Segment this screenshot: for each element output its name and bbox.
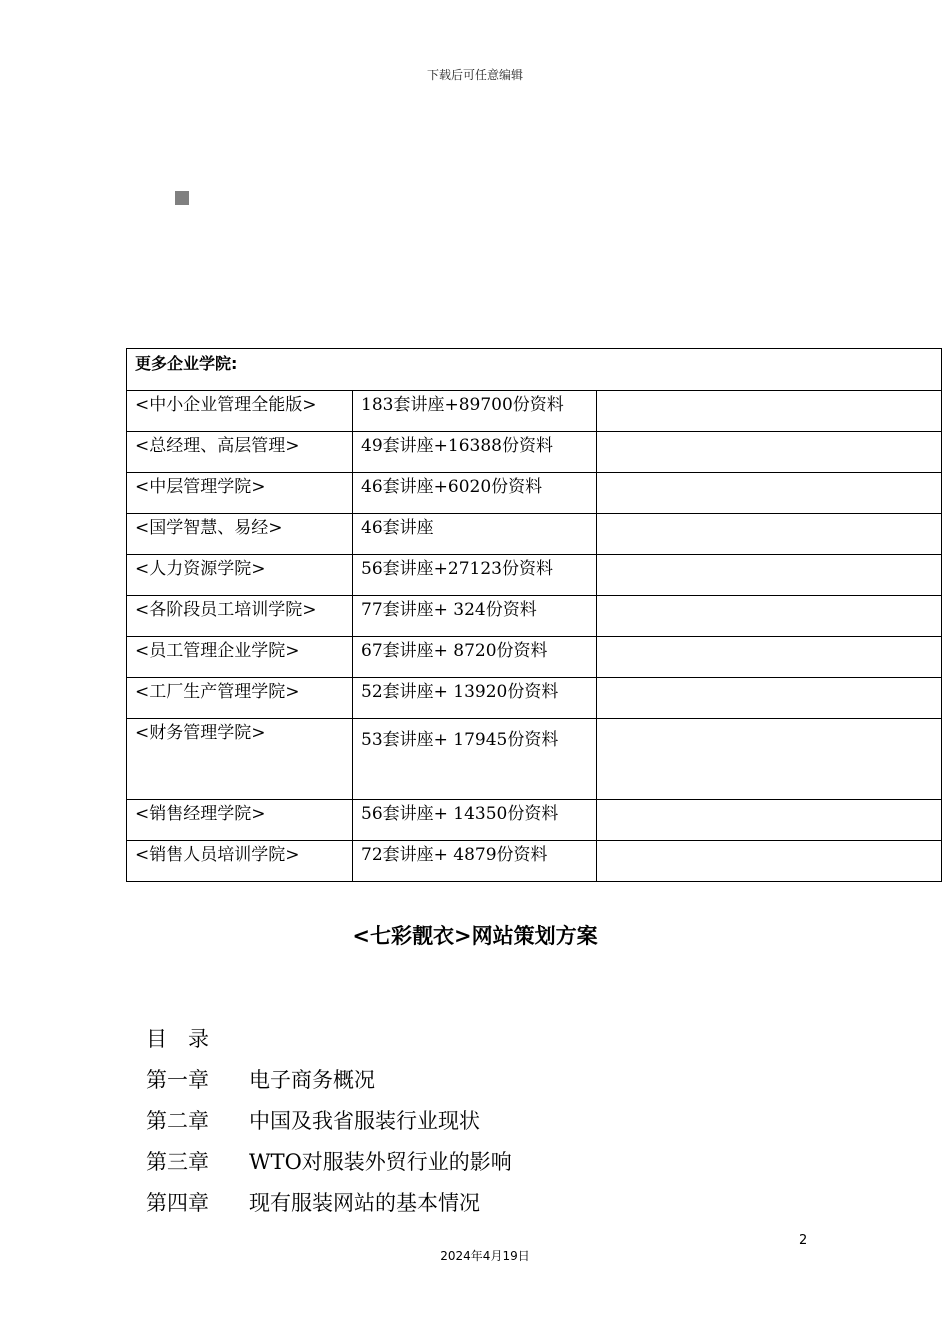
square-bullet-icon <box>175 191 189 205</box>
page-footer-date: 2024年4月19日 <box>440 1249 530 1263</box>
course-extra <box>597 841 942 882</box>
toc-chapter: 第三章 <box>146 1150 209 1174</box>
course-detail: 72套讲座+ 4879份资料 <box>353 841 597 882</box>
course-extra <box>597 514 942 555</box>
table-row <box>127 719 942 800</box>
course-detail: 52套讲座+ 13920份资料 <box>353 678 597 719</box>
course-name: <国学智慧、易经> <box>127 514 353 555</box>
table-row <box>127 637 942 678</box>
course-name: <各阶段员工培训学院> <box>127 596 353 637</box>
toc-item <box>146 1146 512 1187</box>
course-name: <中小企业管理全能版> <box>127 391 353 432</box>
course-detail: 67套讲座+ 8720份资料 <box>353 637 597 678</box>
course-extra <box>597 678 942 719</box>
course-extra <box>597 719 942 800</box>
course-extra <box>597 391 942 432</box>
course-name: <销售人员培训学院> <box>127 841 353 882</box>
course-name: <销售经理学院> <box>127 800 353 841</box>
toc-item <box>146 1105 512 1146</box>
table-row <box>127 678 942 719</box>
course-detail: 46套讲座+6020份资料 <box>353 473 597 514</box>
course-detail: 49套讲座+16388份资料 <box>353 432 597 473</box>
table-row <box>127 596 942 637</box>
toc-item <box>146 1064 512 1105</box>
course-detail: 53套讲座+ 17945份资料 <box>353 719 597 800</box>
course-detail: 56套讲座+27123份资料 <box>353 555 597 596</box>
course-detail: 183套讲座+89700份资料 <box>353 391 597 432</box>
toc-text: 电子商务概况 <box>249 1068 375 1092</box>
course-name: <中层管理学院> <box>127 473 353 514</box>
table-row <box>127 432 942 473</box>
table-row <box>127 514 942 555</box>
course-extra <box>597 432 942 473</box>
page-header: 下载后可任意编辑 <box>426 68 523 82</box>
toc-text: 现有服装网站的基本情况 <box>249 1191 480 1215</box>
course-extra <box>597 596 942 637</box>
table-heading: 更多企业学院: <box>127 349 942 391</box>
course-extra <box>597 800 942 841</box>
page-number: 2 <box>799 1233 808 1248</box>
course-name: <人力资源学院> <box>127 555 353 596</box>
course-detail: 56套讲座+ 14350份资料 <box>353 800 597 841</box>
course-table <box>126 348 942 882</box>
table-row <box>127 841 942 882</box>
table-row <box>127 800 942 841</box>
document-title: <七彩靓衣>网站策划方案 <box>352 923 598 948</box>
toc-text: WTO对服装外贸行业的影响 <box>249 1150 512 1174</box>
toc-item <box>146 1187 512 1228</box>
toc-text: 中国及我省服装行业现状 <box>249 1109 480 1133</box>
table-row <box>127 473 942 514</box>
table-of-contents <box>146 1023 512 1228</box>
table-row <box>127 555 942 596</box>
course-extra <box>597 473 942 514</box>
course-detail: 77套讲座+ 324份资料 <box>353 596 597 637</box>
toc-chapter: 第一章 <box>146 1068 209 1092</box>
course-extra <box>597 555 942 596</box>
toc-chapter: 第四章 <box>146 1191 209 1215</box>
toc-heading: 目 录 <box>146 1027 209 1051</box>
table-row <box>127 391 942 432</box>
course-extra <box>597 637 942 678</box>
course-name: <工厂生产管理学院> <box>127 678 353 719</box>
course-detail: 46套讲座 <box>353 514 597 555</box>
course-name: <员工管理企业学院> <box>127 637 353 678</box>
table-heading-row <box>127 349 942 391</box>
course-name: <总经理、高层管理> <box>127 432 353 473</box>
toc-chapter: 第二章 <box>146 1109 209 1133</box>
course-name: <财务管理学院> <box>127 719 353 800</box>
